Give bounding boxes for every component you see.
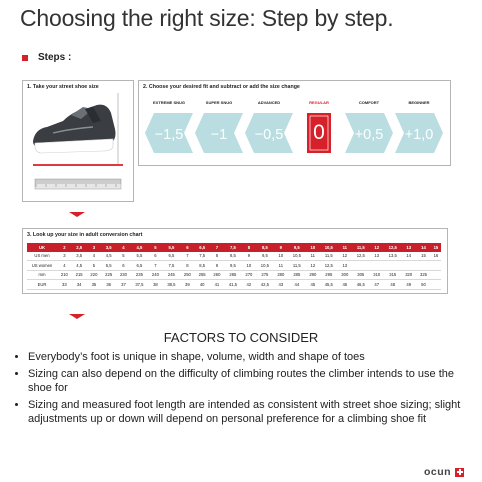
table-cell: 11 [273, 261, 288, 271]
table-cell: 230 [116, 270, 131, 280]
table-cell: 3 [57, 252, 72, 261]
table-cell: 270 [242, 270, 257, 280]
table-cell: 295 [320, 270, 337, 280]
table-cell: 47 [369, 280, 384, 290]
table-cell: 8 [210, 252, 225, 261]
table-cell: 13 [369, 252, 384, 261]
table-cell: 8 [180, 261, 195, 271]
table-cell: 43 [273, 280, 288, 290]
table-cell: 255 [195, 270, 210, 280]
table-cell [401, 261, 416, 271]
table-cell: 46 [337, 280, 352, 290]
table-row [27, 252, 441, 261]
table-cell: 7 [148, 261, 163, 271]
table-cell: 35 [87, 280, 102, 290]
table-cell: 14 [401, 252, 416, 261]
table-cell: 13 [401, 243, 416, 252]
fit-value: +0,5 [354, 127, 384, 143]
table-cell: 7,5 [224, 243, 241, 252]
table-cell: 33 [57, 280, 72, 290]
table-cell: 10,5 [320, 243, 337, 252]
table-cell: 42 [242, 280, 257, 290]
table-cell: 10 [273, 252, 288, 261]
table-cell: 8,5 [224, 252, 241, 261]
table-cell: 4 [57, 261, 72, 271]
table-cell: 7,5 [195, 252, 210, 261]
table-cell: 11 [305, 252, 320, 261]
table-cell: 5 [116, 252, 131, 261]
table-cell: 10 [305, 243, 320, 252]
table-cell [431, 261, 441, 271]
table-cell: 3,5 [72, 252, 87, 261]
table-cell [431, 270, 441, 280]
table-cell: 320 [401, 270, 416, 280]
table-cell [416, 261, 431, 271]
table-cell: 2,5 [72, 243, 87, 252]
table-cell: 15 [431, 243, 441, 252]
fit-label: EXTREME SNUG [152, 100, 186, 105]
table-cell: 12 [369, 243, 384, 252]
table-cell: 13,5 [384, 252, 401, 261]
table-cell: 210 [57, 270, 72, 280]
brand-logo [424, 466, 464, 478]
table-cell: 4,5 [131, 243, 148, 252]
table-cell: 260 [210, 270, 225, 280]
table-cell: 240 [148, 270, 163, 280]
fit-value: −1 [210, 127, 228, 143]
table-cell: 5 [87, 261, 102, 271]
table-cell: 265 [224, 270, 241, 280]
table-cell: 12,5 [384, 243, 401, 252]
list-item: • Sizing can also depend on the difficulty of climbing routes the climber intends to use the shoe for [28, 367, 468, 396]
table-cell: 9,5 [256, 252, 273, 261]
table-cell: 6,5 [131, 261, 148, 271]
table-cell: 235 [131, 270, 148, 280]
steps-heading [22, 52, 71, 63]
table-cell: 9 [273, 243, 288, 252]
table-cell: 37 [116, 280, 131, 290]
step3-heading: 3. Look up your size in adult conversion chart [27, 232, 143, 238]
table-cell: 9 [242, 252, 257, 261]
table-cell: 10 [242, 261, 257, 271]
fit-label: SUPER SNUG [205, 100, 233, 105]
table-cell: 45 [305, 280, 320, 290]
conversion-table [27, 243, 441, 290]
table-cell: 6 [180, 243, 195, 252]
factors-title: FACTORS TO CONSIDER [163, 330, 319, 345]
step1-heading: 1. Take your street shoe size [27, 84, 99, 90]
fit-label: REGULAR [309, 100, 329, 105]
table-cell: 7,5 [163, 261, 180, 271]
table-cell: 11,5 [288, 261, 305, 271]
table-cell: 44 [288, 280, 305, 290]
fit-label: COMFORT [358, 100, 380, 105]
fit-value: 0 [313, 121, 325, 144]
arrow-down-icon [69, 212, 85, 217]
table-cell: 46,5 [352, 280, 369, 290]
table-cell: 3 [87, 243, 102, 252]
table-cell: 36 [101, 280, 116, 290]
step2-heading: 2. Choose your desired fit and subtract or add the size change [143, 84, 300, 90]
table-row [27, 270, 441, 280]
steps-heading-label: Steps : [38, 52, 72, 63]
table-cell: 41 [210, 280, 225, 290]
table-cell: 7 [210, 243, 225, 252]
table-cell: 215 [72, 270, 87, 280]
table-cell: 50 [416, 280, 431, 290]
table-cell: 245 [163, 270, 180, 280]
table-cell: 40 [195, 280, 210, 290]
table-cell: 38,5 [163, 280, 180, 290]
table-cell: 39 [180, 280, 195, 290]
table-row [27, 261, 441, 271]
table-cell: 38 [148, 280, 163, 290]
table-cell: 13 [337, 261, 352, 271]
table-cell: 49 [401, 280, 416, 290]
step2-panel [138, 80, 451, 166]
table-cell [369, 261, 384, 271]
table-cell: 48 [384, 280, 401, 290]
fit-value: +1,0 [404, 127, 434, 143]
arrow-down-icon [69, 314, 85, 319]
table-cell: 5,5 [131, 252, 148, 261]
table-cell: 5,5 [163, 243, 180, 252]
shoe-ruler-illustration [23, 81, 133, 201]
table-cell: 16 [431, 252, 441, 261]
table-cell: 4 [116, 243, 131, 252]
table-cell: 3,5 [101, 243, 116, 252]
table-cell: 280 [273, 270, 288, 280]
table-cell: 315 [384, 270, 401, 280]
table-cell: 7 [180, 252, 195, 261]
table-cell: 300 [337, 270, 352, 280]
table-cell: 11,5 [320, 252, 337, 261]
table-cell: 5 [148, 243, 163, 252]
table-cell: 5,5 [101, 261, 116, 271]
fit-label: ADVANCED [257, 100, 281, 105]
table-cell: 11 [337, 243, 352, 252]
table-cell: 9,5 [288, 243, 305, 252]
table-cell: 12,5 [320, 261, 337, 271]
list-item: • Sizing and measured foot length are intended as consistent with street shoe sizing; slight adjustments up or down will depend on personal preference for a climbing shoe fit [28, 398, 468, 427]
table-cell: 4,5 [72, 261, 87, 271]
brand-name: ocun [424, 466, 452, 478]
list-item: • Everybody’s foot is unique in shape, volume, width and shape of toes [28, 350, 468, 365]
table-cell: 8,5 [195, 261, 210, 271]
table-cell: 12 [337, 252, 352, 261]
table-cell: 2 [57, 243, 72, 252]
table-row [27, 280, 441, 290]
step1-panel [22, 80, 134, 202]
fit-labels [139, 100, 450, 110]
table-cell: 10,5 [288, 252, 305, 261]
table-cell: 325 [416, 270, 431, 280]
table-cell: 285 [288, 270, 305, 280]
table-cell [384, 261, 401, 271]
step3-panel [22, 228, 448, 294]
table-cell: 8,5 [256, 243, 273, 252]
fit-value: −1,5 [154, 127, 184, 143]
row-label: mm [27, 270, 57, 280]
table-cell: 6,5 [163, 252, 180, 261]
fit-label: BEGINNER [408, 100, 430, 105]
table-cell: 6 [148, 252, 163, 261]
factors-list [14, 350, 468, 429]
table-cell: 250 [180, 270, 195, 280]
table-cell [352, 261, 369, 271]
page-title: Choosing the right size: Step by step. [20, 5, 394, 31]
table-cell: 6 [116, 261, 131, 271]
fit-chevrons [139, 111, 450, 155]
table-cell: 6,5 [195, 243, 210, 252]
cross-icon [455, 468, 464, 477]
table-cell: 220 [87, 270, 102, 280]
red-square-icon [22, 55, 28, 61]
table-cell: 9 [210, 261, 225, 271]
table-cell: 4 [87, 252, 102, 261]
table-cell: 45,5 [320, 280, 337, 290]
table-cell: 14 [416, 243, 431, 252]
table-cell: 4,5 [101, 252, 116, 261]
table-cell: 42,5 [256, 280, 273, 290]
table-cell: 310 [369, 270, 384, 280]
row-label: UK [27, 243, 57, 252]
table-cell [431, 280, 441, 290]
table-cell: 275 [256, 270, 273, 280]
row-label: EUR [27, 280, 57, 290]
table-cell: 41,5 [224, 280, 241, 290]
table-cell: 305 [352, 270, 369, 280]
table-cell: 15 [416, 252, 431, 261]
table-cell: 11,5 [352, 243, 369, 252]
table-cell: 10,5 [256, 261, 273, 271]
table-cell: 12,5 [352, 252, 369, 261]
fit-value: −0,5 [254, 127, 284, 143]
table-cell: 8 [242, 243, 257, 252]
table-cell: 290 [305, 270, 320, 280]
table-cell: 37,5 [131, 280, 148, 290]
table-cell: 12 [305, 261, 320, 271]
row-label: US women [27, 261, 57, 271]
table-cell: 225 [101, 270, 116, 280]
table-cell: 9,5 [224, 261, 241, 271]
table-cell: 34 [72, 280, 87, 290]
row-label: US men [27, 252, 57, 261]
table-row [27, 243, 441, 252]
